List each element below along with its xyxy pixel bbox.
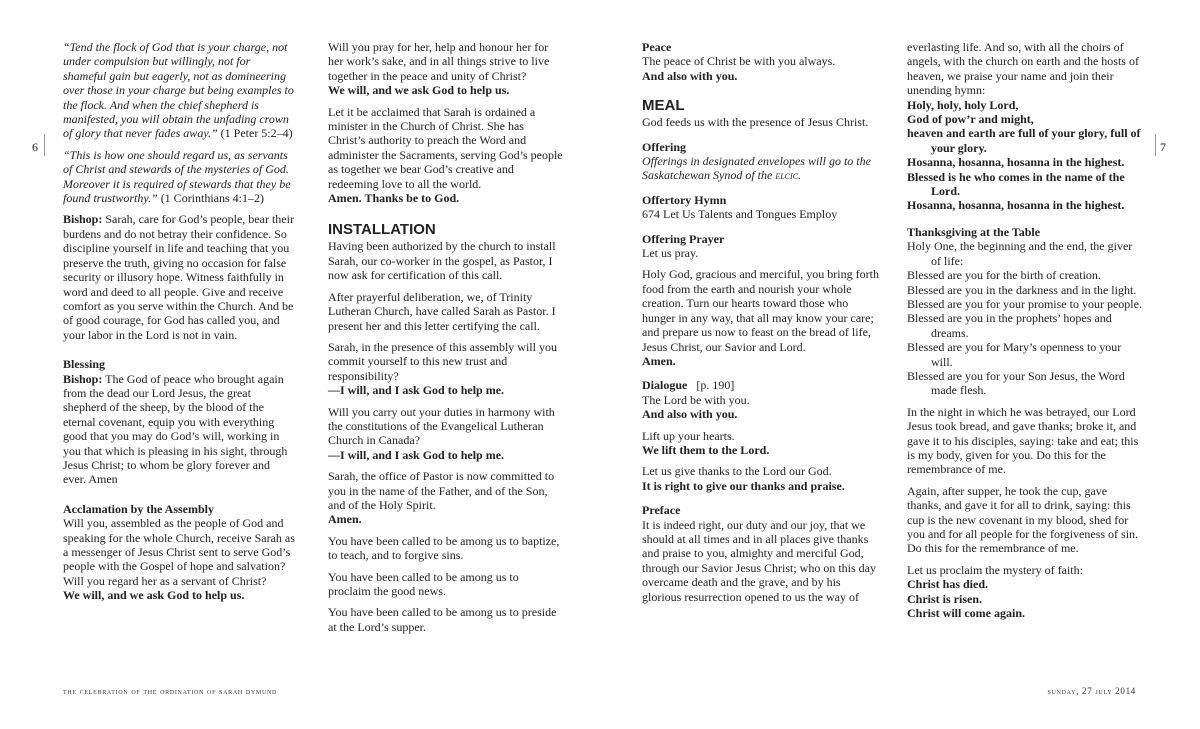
mystery-line: Christ is risen. bbox=[907, 591, 982, 606]
install-text: Having been authorized by the church to install Sarah, our co-worker in the gospel, as Pastor, I now ask for certification of this call. bbox=[328, 239, 556, 283]
words-of-institution-cup: Again, after supper, he took the cup, gave thanks, and gave it for all to drink, saying: this cup is the new covenant in my blood, shed for you and for all people for the forgiveness of sin. Do this for the remembrance of me. bbox=[907, 483, 1139, 556]
column-1 bbox=[63, 40, 295, 603]
blessing-line: Holy One, the beginning and the end, the giver of life: bbox=[907, 239, 1133, 268]
footer-title: the celebration of the ordination of sarah dymund bbox=[63, 686, 278, 696]
blessing-body: The God of peace who brought again from the dead our Lord Jesus, the great shepherd of the sheep, by the blood of the eternal covenant, equip you with everything good that you may do God’s will, working in you that which is pleasing in his sight, through Jesus Christ; to whom be glory forever and ever. Amen bbox=[63, 371, 288, 487]
preface-heading: Preface bbox=[642, 503, 681, 518]
offering-end: . bbox=[797, 168, 801, 183]
speaker-label: Bishop: bbox=[63, 371, 103, 386]
blessings-list bbox=[907, 239, 1143, 397]
offering-abbr: elcic bbox=[775, 168, 798, 183]
peace-response: And also with you. bbox=[642, 68, 738, 83]
column-4 bbox=[907, 40, 1143, 620]
prayer-intro: Let us pray. bbox=[642, 246, 699, 261]
offering-heading: Offering bbox=[642, 139, 686, 154]
pray-question: Will you pray for her, help and honour her for her work’s sake, and in all things strive to live together in the peace and unity of Christ? bbox=[328, 40, 550, 83]
dialogue-response: It is right to give our thanks and praise. bbox=[642, 478, 845, 493]
deliberation-text: After prayerful deliberation, we, of Trinity Lutheran Church, have called Sarah as Pastor. I present her and this letter certifying the call. bbox=[328, 289, 556, 333]
page-number-left: 6 bbox=[32, 140, 38, 154]
column-2 bbox=[328, 40, 564, 641]
acclamation-response: We will, and we ask God to help us. bbox=[63, 588, 245, 603]
dialogue-line: The Lord be with you. bbox=[642, 392, 750, 407]
hymn-heading: Offertory Hymn bbox=[642, 192, 727, 207]
offering-note: Offerings in designated envelopes will go to the Saskatchewan Synod of the bbox=[642, 154, 871, 183]
mystery-line: Christ has died. bbox=[907, 577, 989, 592]
blessing-line: Blessed are you for your Son Jesus, the Word made flesh. bbox=[907, 368, 1125, 398]
column-3 bbox=[642, 40, 880, 604]
sanctus-line: heaven and earth are full of your glory, full of your glory. bbox=[907, 126, 1141, 155]
acclamation-heading: Acclamation by the Assembly bbox=[63, 501, 214, 516]
bishop-charge bbox=[63, 212, 295, 342]
acclamation-text: Will you, assembled as the people of God and speaking for the whole Church, receive Sarah as a messenger of Jesus Christ sent to serve God’s people with the Gospel of hope and salvation? Will you regard her as a servant of Christ? bbox=[63, 516, 295, 588]
sanctus-line: God of pow’r and might, bbox=[907, 112, 1034, 127]
blessing-line: Blessed are you for Mary’s openness to your will. bbox=[907, 340, 1122, 369]
office-text: Sarah, the office of Pastor is now committed to you in the name of the Father, and of the Son, and of the Holy Spirit. bbox=[328, 469, 555, 512]
offering-text bbox=[642, 154, 880, 183]
called-preside: You have been called to be among us to preside at the Lord’s supper. bbox=[328, 605, 557, 634]
acclaim-text: Let it be acclaimed that Sarah is ordained a minister in the Church of Christ. She has Christ’s authority to preach the Word and administer the Sacraments, serving God’s people as together we bear God’s creative and redeeming love to all the world. bbox=[328, 104, 563, 191]
mystery-intro: Let us proclaim the mystery of faith: bbox=[907, 562, 1083, 577]
quote-reference: (1 Peter 5:2–4) bbox=[217, 126, 293, 141]
dialogue-response: We lift them to the Lord. bbox=[642, 442, 770, 457]
peace-text: The peace of Christ be with you always. bbox=[642, 54, 836, 69]
preface-text: It is indeed right, our duty and our joy, that we should at all times and in all places give thanks and praise to you, almighty and merciful God, through our Savior Jesus Christ; who on this day overcame death and the grave, and by his glorious resurrection opened to us the way of bbox=[642, 517, 876, 604]
dialogue-heading: Dialogue bbox=[642, 378, 688, 393]
quote-text: “This is how one should regard us, as servants of Christ and stewards of the mysteries of God. Moreover it is required of stewards that they be found trustworthy.” bbox=[63, 147, 291, 206]
words-of-institution-bread: In the night in which he was betrayed, our Lord Jesus took bread, and gave thanks; broke it, and gave it to his disciples, saying: take and eat; this is my body, given for you. Do this for the remembrance of me. bbox=[907, 404, 1139, 477]
pray-response: We will, and we ask God to help us. bbox=[328, 83, 510, 98]
office-response: Amen. bbox=[328, 512, 362, 527]
sanctus-line: Blessed is he who comes in the name of the Lord. bbox=[907, 169, 1125, 199]
blessing-line: Blessed are you for the birth of creation. bbox=[907, 268, 1101, 283]
dialogue-line: Let us give thanks to the Lord our God. bbox=[642, 464, 832, 479]
mystery-line: Christ will come again. bbox=[907, 606, 1025, 621]
dialogue-line: Lift up your hearts. bbox=[642, 428, 735, 443]
dialogue-page-ref: [p. 190] bbox=[687, 378, 735, 393]
installation-heading: INSTALLATION bbox=[328, 221, 436, 239]
blessing-text bbox=[63, 372, 295, 487]
sanctus-line: Hosanna, hosanna, hosanna in the highest. bbox=[907, 198, 1125, 213]
duties-question: Will you carry out your duties in harmony with the constitutions of the Evangelical Lutheran Church in Canada? bbox=[328, 404, 555, 448]
page-margin-rule-right bbox=[1155, 134, 1156, 156]
blessing-line: Blessed are you in the prophets’ hopes and dreams. bbox=[907, 311, 1112, 340]
commit-response: —I will, and I ask God to help me. bbox=[328, 383, 505, 398]
charge-text: Sarah, care for God’s people, bear their burdens and do not betray their confidence. So discipline yourself in life and teaching that you preserve the truth, giving no occasion for false security or illusory hope. Witness faithfully in word and deed to all people. Give and receive comfort as you serve within the Church. And be of good courage, for God has called you, and your labor in the Lord is not in vain. bbox=[63, 212, 294, 342]
peace-heading: Peace bbox=[642, 40, 672, 54]
preface-continued: everlasting life. And so, with all the choirs of angels, with the church on earth and the hosts of heaven, we praise your name and join their unending hymn: bbox=[907, 40, 1139, 98]
scripture-quote-peter bbox=[63, 40, 295, 141]
dialogue-heading-line bbox=[642, 378, 880, 392]
thanksgiving-heading: Thanksgiving at the Table bbox=[907, 224, 1041, 239]
page-margin-rule-left bbox=[44, 134, 45, 156]
speaker-label: Bishop: bbox=[63, 212, 103, 227]
sanctus-line: Hosanna, hosanna, hosanna in the highest. bbox=[907, 155, 1125, 170]
quote-text: “Tend the flock of God that is your charge, not under compulsion but willingly, not for shameful gain but eagerly, not as domineering over those in your charge but being examples to the flock. And when the chief shepherd is manifested, you will obtain the unfading crown of glory that never fades away.” bbox=[63, 40, 294, 141]
hymn-text: 674 Let Us Talents and Tongues Employ bbox=[642, 207, 838, 222]
sanctus-line: Holy, holy, holy Lord, bbox=[907, 97, 1019, 112]
duties-response: —I will, and I ask God to help me. bbox=[328, 447, 505, 462]
acclaim-response: Amen. Thanks be to God. bbox=[328, 191, 460, 206]
meal-text: God feeds us with the presence of Jesus Christ. bbox=[642, 115, 869, 130]
blessing-line: Blessed are you for your promise to your people. bbox=[907, 296, 1142, 311]
called-teach: You have been called to be among us to baptize, to teach, and to forgive sins. bbox=[328, 533, 560, 563]
prayer-text: Holy God, gracious and merciful, you bring forth food from the earth and nourish your whole creation. Turn our hearts toward those who hunger in any way, that all may know your care; and prepare us now to feast on the bread of life, Jesus Christ, our Savior and Lord. bbox=[642, 267, 879, 354]
page-number-right: 7 bbox=[1160, 140, 1166, 154]
sanctus bbox=[907, 98, 1143, 213]
prayer-response: Amen. bbox=[642, 353, 676, 368]
meal-heading: MEAL bbox=[642, 97, 685, 115]
dialogue-response: And also with you. bbox=[642, 407, 738, 422]
prayer-heading: Offering Prayer bbox=[642, 231, 725, 246]
commit-question: Sarah, in the presence of this assembly will you commit yourself to this new trust and responsibility? bbox=[328, 339, 557, 383]
quote-reference: (1 Corinthians 4:1–2) bbox=[157, 191, 265, 206]
blessing-line: Blessed are you in the darkness and in the light. bbox=[907, 282, 1137, 297]
blessing-heading: Blessing bbox=[63, 357, 106, 372]
scripture-quote-corinthians bbox=[63, 148, 295, 206]
footer-date: sunday, 27 july 2014 bbox=[1047, 686, 1136, 696]
called-proclaim: You have been called to be among us to proclaim the good news. bbox=[328, 569, 519, 598]
